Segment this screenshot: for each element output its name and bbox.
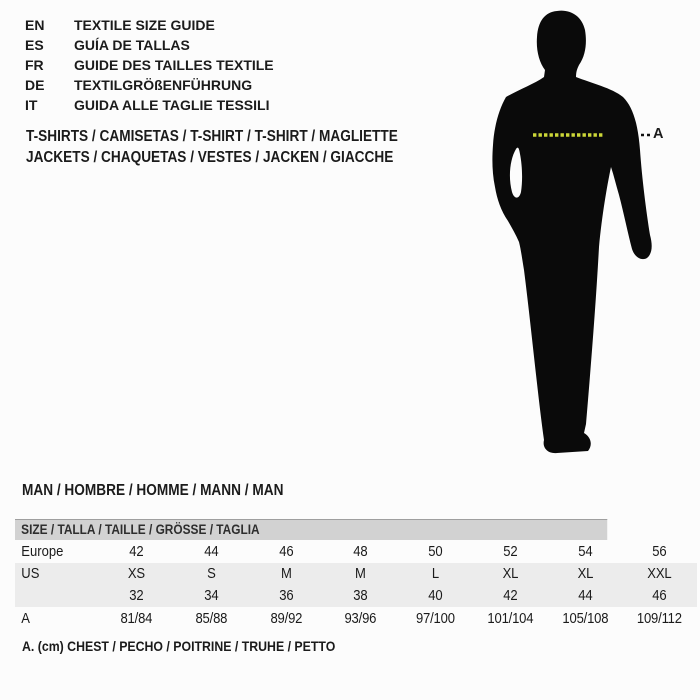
- measure-label-a: A: [653, 126, 664, 142]
- size-cell: L: [431, 566, 439, 582]
- size-cell: 48: [353, 543, 368, 560]
- size-cell: M: [280, 566, 292, 582]
- language-title: GUIDA ALLE TAGLIE TESSILI: [74, 97, 270, 113]
- language-code: DE: [25, 77, 45, 93]
- language-row: [25, 95, 274, 115]
- table-row-us: [15, 563, 697, 585]
- size-cell: 56: [652, 543, 667, 560]
- size-cell: 109/112: [637, 610, 683, 627]
- size-cell: 54: [577, 543, 592, 560]
- language-code: FR: [25, 57, 44, 73]
- category-list: [26, 127, 398, 168]
- size-cell: 46: [652, 588, 667, 604]
- size-table: [15, 519, 697, 630]
- table-row-numeric: [15, 585, 697, 607]
- language-list: [25, 15, 274, 115]
- language-code: EN: [25, 17, 45, 33]
- size-cell: M: [355, 566, 366, 582]
- size-cell: S: [206, 566, 216, 582]
- row-label: Europe: [21, 543, 64, 560]
- size-cell: 44: [204, 543, 219, 560]
- language-row: [25, 55, 274, 75]
- language-title: GUÍA DE TALLAS: [74, 37, 190, 53]
- size-cell: 32: [129, 588, 144, 604]
- size-cell: 93/96: [344, 610, 377, 627]
- size-cell: XL: [502, 566, 518, 582]
- size-cell: 42: [503, 588, 518, 604]
- size-cell: 34: [204, 588, 219, 604]
- language-row: [25, 15, 274, 35]
- size-cell: 97/100: [415, 610, 455, 627]
- language-code: ES: [25, 37, 44, 53]
- size-cell: XL: [577, 566, 593, 582]
- category-line-tshirts: T-SHIRTS / CAMISETAS / T-SHIRT / T-SHIRT / MAGLIETTE: [26, 128, 398, 145]
- size-cell: 36: [278, 588, 293, 604]
- size-cell: XS: [127, 566, 145, 582]
- language-row: [25, 75, 274, 95]
- language-row: [25, 35, 274, 55]
- language-title: GUIDE DES TAILLES TEXTILE: [74, 57, 274, 73]
- size-cell: 52: [503, 543, 518, 560]
- size-cell: 85/88: [195, 610, 228, 627]
- size-cell: 46: [278, 543, 293, 560]
- section-title: MAN / HOMBRE / HOMME / MANN / MAN: [22, 482, 284, 499]
- language-code: IT: [25, 97, 38, 113]
- size-cell: 81/84: [120, 610, 153, 627]
- language-title: TEXTILE SIZE GUIDE: [74, 17, 215, 33]
- row-label: A: [21, 610, 31, 627]
- size-cell: 44: [577, 588, 592, 604]
- size-cell: 40: [428, 588, 443, 604]
- size-cell: XXL: [647, 566, 672, 582]
- language-title: TEXTILGRÖßENFÜHRUNG: [74, 77, 253, 93]
- size-cell: 89/92: [269, 610, 302, 627]
- size-cell: 42: [129, 543, 144, 560]
- size-cell: 38: [353, 588, 368, 604]
- size-cell: 105/108: [561, 610, 608, 627]
- man-silhouette-shape: [492, 11, 651, 453]
- size-table-header: SIZE / TALLA / TAILLE / GRÖSSE / TAGLIA: [15, 519, 607, 540]
- size-cell: 50: [428, 543, 443, 560]
- footnote-chest: A. (cm) CHEST / PECHO / POITRINE / TRUHE / PETTO: [22, 638, 336, 654]
- row-label: US: [21, 566, 40, 582]
- size-cell: 101/104: [487, 610, 534, 627]
- table-row-europe: [15, 540, 697, 563]
- category-line-jackets: JACKETS / CHAQUETAS / VESTES / JACKEN / GIACCHE: [26, 148, 394, 166]
- table-row-chest-a: [15, 607, 697, 630]
